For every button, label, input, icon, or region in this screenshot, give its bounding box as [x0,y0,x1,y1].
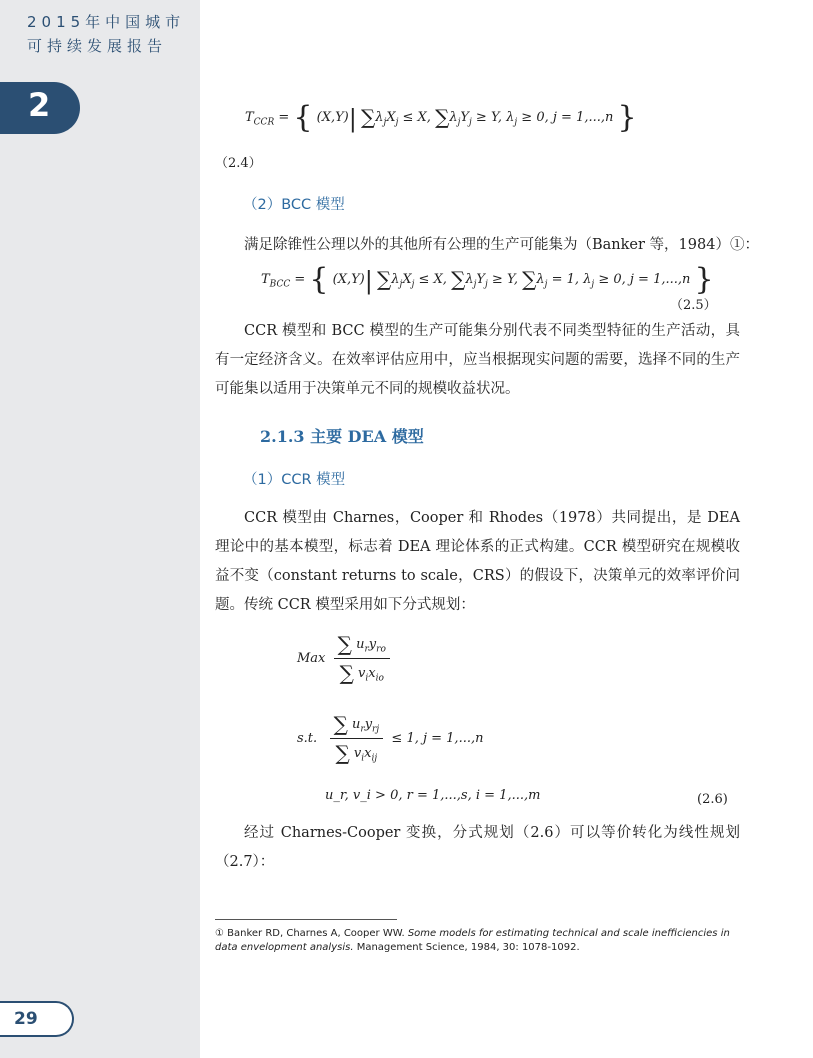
sidebar [0,0,200,1058]
footnote-divider [215,919,397,920]
footnote-marker: ① [215,928,224,939]
page-number-tab [0,1001,74,1037]
subsection-bcc: （2）BCC 模型 [243,197,345,213]
footnote-source: Management Science, 1984, 30: 1078-1092. [353,942,580,953]
equation-bcc-set: $T_{BCC}$ = { (X,Y)| $\sum\lambda_jX_j \le X$, $\sum\lambda_jY_j \ge Y$, $\sum\lambda_j = 1$, $\lambda_j \ge 0$, j = 1,...,n } [261,262,714,297]
equation-constraint: s.t. $\frac{\sum u_ry_{rj}}{\sum v_ix_{ij}}$ ≤ 1, j = 1,...,n [297,712,484,765]
footnote-title: Some models for estimating technical and scale inefficiencies in data envelopment analysis. [215,928,730,953]
subsection-ccr: （1）CCR 模型 [243,472,346,488]
equation-objective: Max $\frac{\sum u_ry_{ro}}{\sum v_ix_{io}}$ [297,632,813,685]
report-title [27,10,197,58]
equation-label-2-4: （2.4） [215,156,262,171]
equation-nonnegativity: u_r, v_i > 0, r = 1,...,s, i = 1,...,m [325,788,541,803]
paragraph-1-text: CCR 模型和 BCC 模型的生产可能集分别代表不同类型特征的生产活动，具有一定经济含义。在效率评估应用中，应当根据现实问题的需要，选择不同的生产可能集以适用于决策单元不同的规模收益状况。 [215,323,740,397]
footnote [215,927,740,955]
paragraph-3 [215,819,740,877]
bcc-intro: 满足除锥性公理以外的其他所有公理的生产可能集为（Banker 等，1984）①： [244,237,759,253]
chapter-number: 2 [28,86,51,124]
chapter-tab [0,82,80,134]
section-title: 2.1.3 主要 DEA 模型 [260,427,424,446]
footnote-authors: Banker RD, Charnes A, Cooper WW. [223,928,408,939]
equation-label-2-6: (2.6) [697,792,728,807]
paragraph-2-text: CCR 模型由 Charnes，Cooper 和 Rhodes（1978）共同提出，是 DEA 理论中的基本模型，标志着 DEA 理论体系的正式构建。CCR 模型研究在规模收益不变（constant returns to scale，CRS）的假设下，决策单元的效率评价问题。传统 CCR 模型采用如下分式规划： [215,510,740,613]
paragraph-1 [215,317,740,404]
equation-label-2-5: （2.5） [670,298,717,313]
page-number: 29 [14,1009,38,1029]
report-title-line2: 可持续发展报告 [27,37,168,55]
equation-ccr-set: $T_{CCR}$ = { (X,Y)| $\sum\lambda_jX_j \le X$, $\sum\lambda_jY_j \ge Y$, $\lambda_j \ge 0$, j = 1,...,n } [245,100,637,135]
paragraph-3-text: 经过 Charnes-Cooper 变换，分式规划（2.6）可以等价转化为线性规划（2.7）： [215,825,740,870]
report-title-line1: 2015年中国城市 [27,13,186,31]
paragraph-2 [215,504,740,620]
